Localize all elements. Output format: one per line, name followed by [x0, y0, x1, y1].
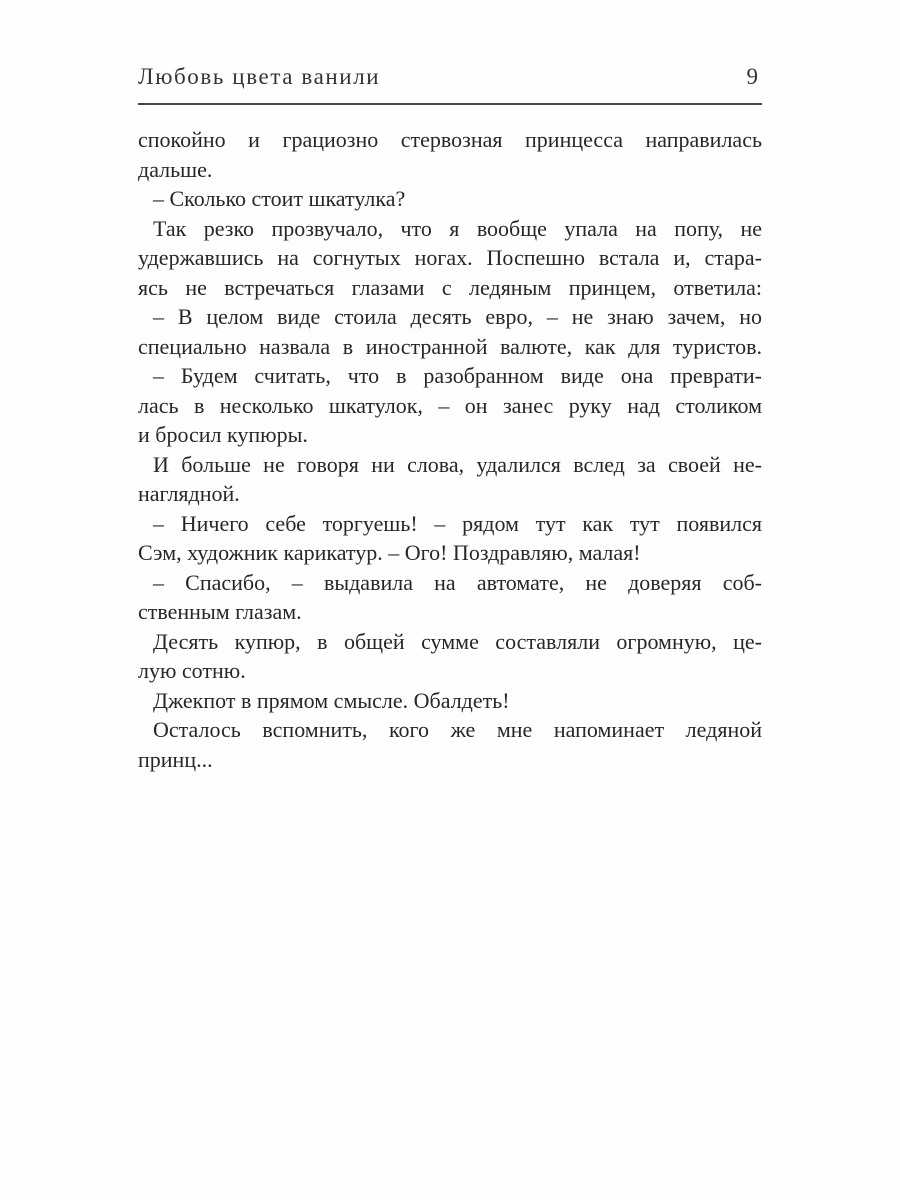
text-line: – Ничего себе торгуешь! – рядом тут как тут появился — [153, 510, 762, 536]
text-column — [138, 64, 762, 774]
text-line: ясь не встречаться глазами с ледяным принцем, ответила: — [138, 274, 762, 300]
text-line: специально назвала в иностранной валюте, как для туристов. — [138, 333, 762, 359]
text-line: Так резко прозвучало, что я вообще упала на попу, не — [153, 215, 762, 241]
text-line: – Будем считать, что в разобранном виде она преврати- — [153, 363, 762, 388]
page-body — [138, 125, 762, 774]
text-line: Осталось вспомнить, кого же мне напоминает ледяной — [153, 717, 762, 742]
text-line: и бросил купюры. — [138, 422, 308, 447]
text-line: ственным глазам. — [138, 599, 302, 624]
text-line: И больше не говоря ни слова, удалился вслед за своей не- — [153, 451, 762, 477]
text-line: принц... — [138, 746, 213, 772]
running-header — [138, 64, 762, 105]
text-line: наглядной. — [138, 481, 240, 506]
page-number: 9 — [746, 64, 758, 89]
text-line: дальше. — [138, 156, 213, 182]
text-line: Сэм, художник карикатур. – Ого! Поздравляю, малая! — [138, 540, 641, 565]
text-line: спокойно и грациозно стервозная принцесса направилась — [138, 127, 762, 152]
text-line: – Спасибо, – выдавила на автомате, не доверяя соб- — [153, 569, 762, 595]
text-line: Джекпот в прямом смысле. Обалдеть! — [153, 687, 510, 713]
text-line: лую сотню. — [138, 658, 246, 683]
text-line: – Сколько стоит шкатулка? — [153, 186, 406, 211]
text-line: – В целом виде стоила десять евро, – не знаю зачем, но — [153, 304, 762, 329]
text-line: лась в несколько шкатулок, – он занес руку над столиком — [138, 392, 762, 418]
running-header-title: Любовь цвета ванили — [138, 64, 381, 89]
text-line: Десять купюр, в общей сумме составляли огромную, це- — [153, 628, 762, 654]
text-line: удержавшись на согнутых ногах. Поспешно встала и, стара- — [138, 245, 762, 270]
